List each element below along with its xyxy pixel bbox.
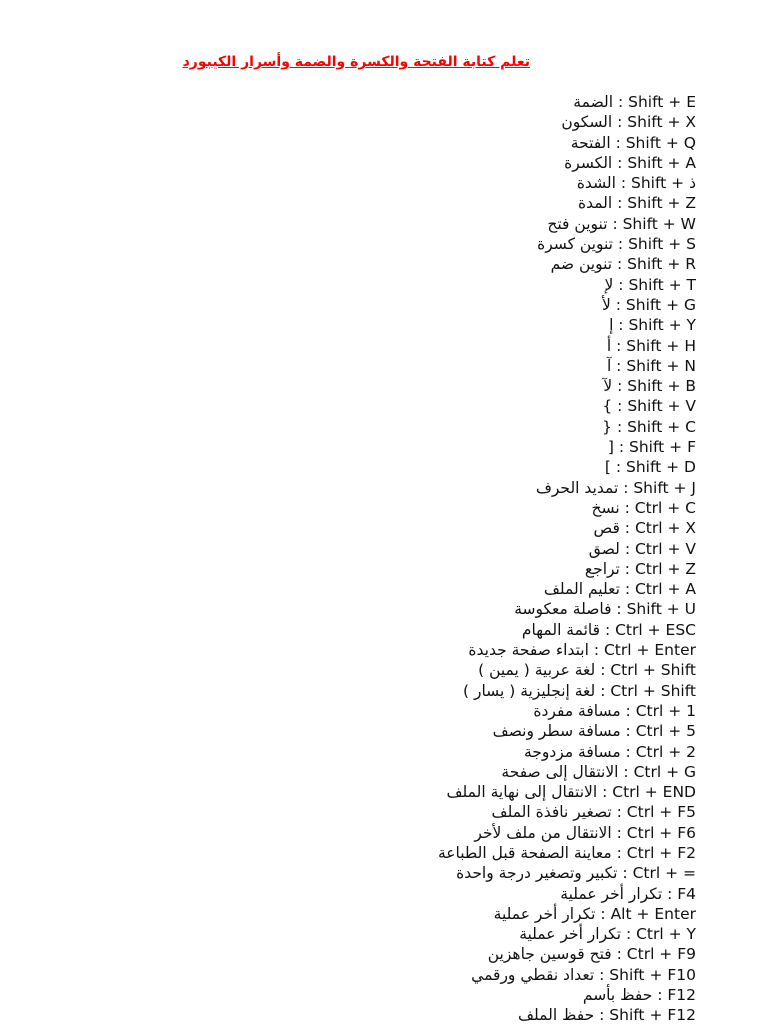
separator: : [618,478,634,497]
separator: : [619,539,635,558]
shortcut-keys: Shift + T [628,275,696,294]
shortcut-description: تنوين كسرة [537,235,613,254]
shortcut-line [438,112,696,132]
shortcut-line [438,275,696,295]
separator: : [612,255,628,274]
shortcut-line [438,437,696,457]
separator: : [611,945,627,964]
shortcut-description: لغة إنجليزية ( يسار ) [462,681,596,700]
shortcut-keys: Ctrl + X [634,519,696,538]
shortcut-keys: Ctrl + F9 [626,945,696,964]
separator: : [611,803,627,822]
shortcut-keys: Ctrl + Enter [603,641,696,660]
shortcut-line [438,742,696,762]
separator: : [595,681,611,700]
shortcut-keys: Shift + F10 [609,965,696,984]
shortcut-line [438,336,696,356]
separator: : [620,742,636,761]
shortcut-line [438,762,696,782]
shortcut-line [438,539,696,559]
shortcut-description: تعداد نقطي ورقمي [471,965,595,984]
separator: : [611,843,627,862]
separator: : [613,93,629,111]
shortcut-keys: Ctrl + 5 [635,722,696,741]
shortcut-description: قص [593,519,620,538]
shortcut-keys: F12 [667,986,696,1005]
shortcut-keys: Shift + V [627,397,696,416]
shortcut-description: فتح قوسين جاهزين [487,945,612,964]
shortcut-description: } [602,397,613,416]
shortcut-description: حفظ بأسم [582,986,653,1005]
document-title: تعلم كتابة الفتحة والكسرة والضمة وأسرار الكيبورد [182,54,530,70]
separator: : [611,823,627,842]
separator: : [652,986,668,1005]
separator: : [621,925,637,944]
shortcut-keys: Shift + R [627,255,696,274]
shortcut-list [438,92,696,1026]
shortcut-description: تعليم الملف [543,580,620,599]
shortcut-keys: Ctrl + END [612,783,696,802]
shortcut-line [438,802,696,822]
shortcut-line [438,153,696,173]
separator: : [612,153,628,172]
separator: : [610,295,626,314]
separator: : [594,1006,610,1025]
separator: : [611,336,627,355]
shortcut-description: تكرار أخر عملية [519,925,622,944]
shortcut-keys: Ctrl + V [634,539,696,558]
shortcut-description: لأ [601,295,611,314]
shortcut-keys: Shift + D [625,458,696,477]
separator: : [618,762,634,781]
shortcut-keys: Shift + ذ [631,174,696,193]
separator: : [610,458,626,477]
separator: : [612,194,628,213]
shortcut-line [438,92,696,112]
shortcut-line [438,904,696,924]
shortcut-line [438,518,696,538]
separator: : [612,113,628,132]
shortcut-line [438,193,696,213]
shortcut-line [438,559,696,579]
shortcut-keys: Ctrl + Z [634,559,696,578]
separator: : [595,661,611,680]
shortcut-description: معاينة الصفحة قبل الطباعة [437,843,612,862]
shortcut-line [438,965,696,985]
shortcut-line [438,884,696,904]
shortcut-description: حفظ الملف [517,1006,595,1025]
shortcut-line [438,579,696,599]
separator: : [595,904,611,923]
separator: : [619,559,635,578]
shortcut-description: تمديد الحرف [535,478,619,497]
shortcut-description: المدة [577,194,613,213]
separator: : [594,965,610,984]
shortcut-description: لإ [604,275,614,294]
shortcut-keys: Shift + Z [627,194,696,213]
shortcut-line [438,924,696,944]
shortcut-description: ] [604,458,611,477]
shortcut-line [438,315,696,335]
shortcut-description: فاصلة معكوسة [514,600,612,619]
shortcut-line [438,295,696,315]
shortcut-description: قائمة المهام [521,620,601,639]
shortcut-description: تراجع [584,559,620,578]
separator: : [612,397,628,416]
shortcut-description: لصق [588,539,620,558]
shortcut-keys: Shift + W [622,214,696,233]
shortcut-line [438,417,696,437]
shortcut-line [438,944,696,964]
shortcut-line [438,133,696,153]
shortcut-keys: F4 [677,884,696,903]
shortcut-description: تكرار أخر عملية [560,884,663,903]
shortcut-line [438,173,696,193]
separator: : [662,884,678,903]
shortcut-line [438,660,696,680]
shortcut-description: ابتداء صفحة جديدة [468,641,589,660]
shortcut-description: مسافة مزدوجة [523,742,621,761]
separator: : [612,377,628,396]
shortcut-description: مسافة سطر ونصف [492,722,621,741]
separator: : [611,600,627,619]
shortcut-keys: Ctrl + F2 [626,843,696,862]
shortcut-line [438,843,696,863]
shortcut-description: تكرار أخر عملية [493,904,596,923]
shortcut-keys: Shift + F12 [609,1006,696,1025]
separator: : [607,214,623,233]
shortcut-description: لآ [603,377,613,396]
shortcut-line [438,620,696,640]
shortcut-description: السكون [561,113,613,132]
separator: : [613,438,629,457]
shortcut-line [438,498,696,518]
shortcut-keys: Shift + F [629,438,696,457]
separator: : [611,356,627,375]
shortcut-description: تكبير وتصغير درجة واحدة [456,864,618,883]
shortcut-keys: Shift + H [626,336,696,355]
shortcut-keys: Shift + Q [625,133,696,152]
shortcut-description: { [602,417,613,436]
shortcut-keys: Shift + Y [628,316,696,335]
shortcut-description: الفتحة [570,133,611,152]
shortcut-keys: Shift + A [627,153,696,172]
shortcut-description: الشدة [576,174,616,193]
shortcut-description: إ [609,316,614,335]
separator: : [612,417,628,436]
shortcut-line [438,681,696,701]
shortcut-line [438,823,696,843]
separator: : [597,783,613,802]
shortcut-keys: Ctrl + G [633,762,696,781]
shortcut-description: تصغير نافذة الملف [491,803,612,822]
separator: : [613,275,629,294]
shortcut-keys: Ctrl + Shift [610,661,696,680]
separator: : [588,641,604,660]
shortcut-description: تنوين ضم [550,255,613,274]
shortcut-keys: Alt + Enter [610,904,696,923]
shortcut-line [438,396,696,416]
shortcut-line [438,721,696,741]
separator: : [620,722,636,741]
shortcut-keys: Ctrl + ESC [615,620,696,639]
shortcut-description: الانتقال إلى نهاية الملف [446,783,598,802]
shortcut-description: مسافة مفردة [533,701,621,720]
shortcut-keys: Shift + J [633,478,696,497]
shortcut-line [438,457,696,477]
shortcut-description: تنوين فتح [547,214,608,233]
shortcut-description: الانتقال إلى صفحة [501,762,619,781]
shortcut-line [438,985,696,1005]
shortcut-description: الضمة [573,93,614,111]
shortcut-line [438,478,696,498]
shortcut-line [438,376,696,396]
shortcut-keys: Shift + B [627,377,696,396]
shortcut-keys: Shift + N [626,356,696,375]
shortcut-line [438,640,696,660]
shortcut-keys: Shift + S [628,235,696,254]
shortcut-description: الانتقال من ملف لأخر [474,823,612,842]
separator: : [619,580,635,599]
separator: : [600,620,616,639]
shortcut-keys: Ctrl + F5 [626,803,696,822]
separator: : [613,235,629,254]
shortcut-keys: Ctrl + A [634,580,696,599]
shortcut-description: نسخ [591,498,620,517]
separator: : [620,701,636,720]
shortcut-line [438,782,696,802]
shortcut-keys: Shift + U [626,600,696,619]
shortcut-line [438,356,696,376]
shortcut-keys: Ctrl + C [634,498,696,517]
shortcut-keys: Ctrl + Shift [610,681,696,700]
shortcut-line [438,701,696,721]
shortcut-keys: Ctrl + 2 [635,742,696,761]
separator: : [615,174,632,193]
shortcut-line [438,1005,696,1025]
separator: : [619,519,635,538]
shortcut-keys: Shift + E [628,93,696,111]
shortcut-keys: Ctrl + Y [636,925,696,944]
shortcut-line [438,599,696,619]
shortcut-description: الكسرة [564,153,613,172]
shortcut-line [438,254,696,274]
separator: : [613,316,629,335]
shortcut-line [438,234,696,254]
shortcut-keys: Shift + X [627,113,696,132]
shortcut-keys: Shift + C [627,417,696,436]
separator: : [610,133,626,152]
shortcut-line [438,863,696,883]
shortcut-description: أ [606,336,612,355]
separator: : [619,498,635,517]
shortcut-line [438,214,696,234]
separator: : [617,864,633,883]
shortcut-description: آ [606,356,612,375]
shortcut-keys: Ctrl + = [632,864,696,883]
shortcut-description: لغة عربية ( يمين ) [478,661,596,680]
shortcut-keys: Shift + G [625,295,696,314]
shortcut-description: [ [607,438,614,457]
shortcut-keys: Ctrl + 1 [635,701,696,720]
shortcut-keys: Ctrl + F6 [626,823,696,842]
